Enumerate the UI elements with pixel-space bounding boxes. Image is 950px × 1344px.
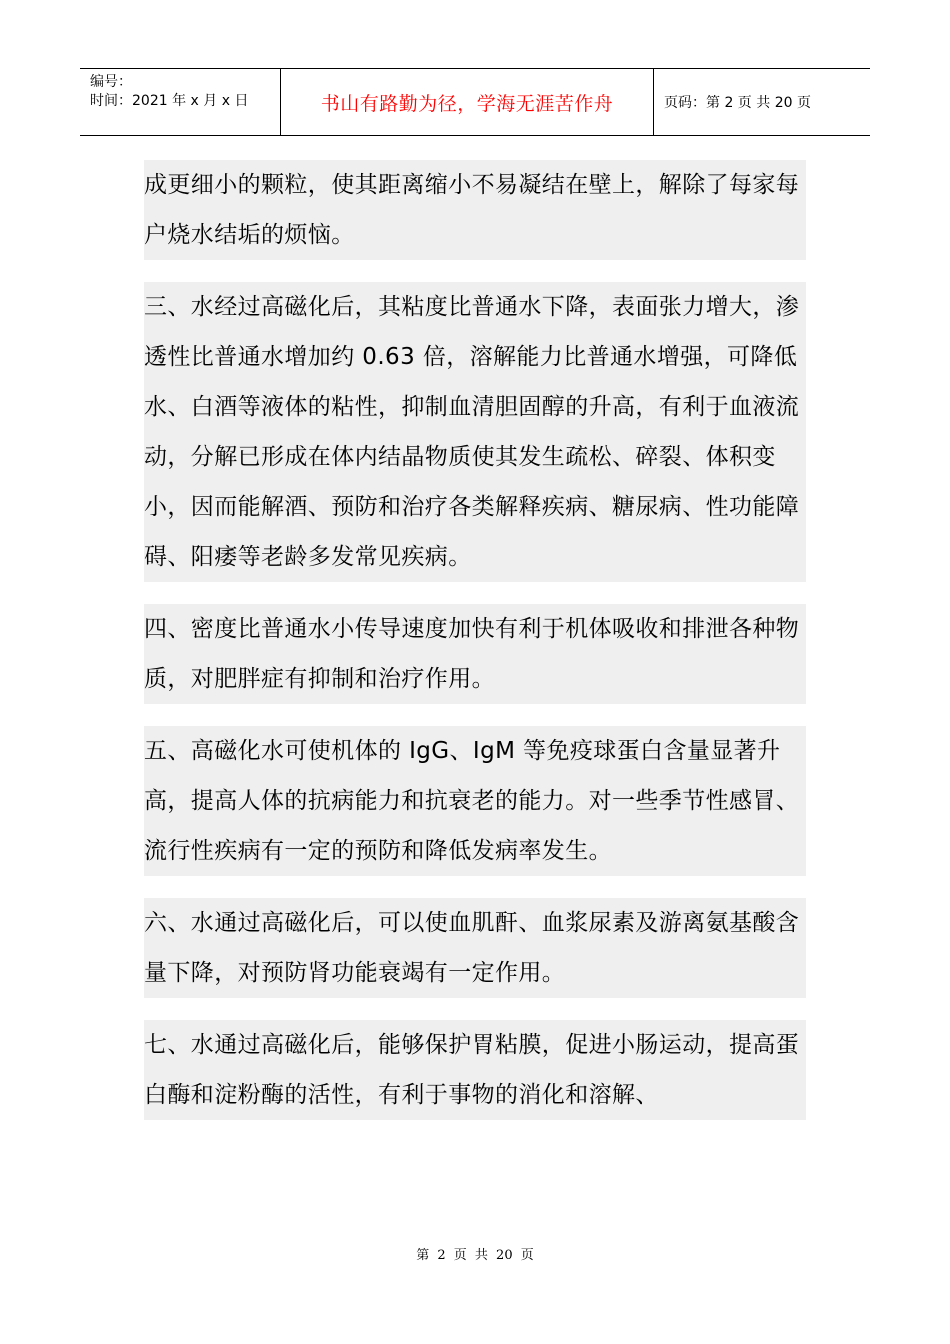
- paragraph-gap: [144, 260, 806, 282]
- header-page-info: 页码：第 2 页 共 20 页: [664, 95, 811, 111]
- header-meta-cell: [80, 69, 281, 135]
- document-date-label: 时间：2021 年 x 月 x 日: [90, 93, 249, 109]
- paragraph-item-6: 六、水通过高磁化后，可以使血肌酐、血浆尿素及游离氨基酸含量下降，对预防肾功能衰竭有一定作用。: [144, 898, 806, 998]
- paragraph-gap: [144, 998, 806, 1020]
- paragraph-item-4: 四、密度比普通水小传导速度加快有利于机体吸收和排泄各种物质，对肥胖症有抑制和治疗作用。: [144, 604, 806, 704]
- paragraph-gap: [144, 704, 806, 726]
- paragraph-gap: [144, 582, 806, 604]
- header-page-cell: [654, 69, 870, 135]
- document-body: [144, 160, 806, 1120]
- paragraph-continuation: 成更细小的颗粒，使其距离缩小不易凝结在壁上，解除了每家每户烧水结垢的烦恼。: [144, 160, 806, 260]
- paragraph-gap: [144, 876, 806, 898]
- page-footer: 第 2 页 共 20 页: [416, 1248, 534, 1263]
- paragraph-item-3: 三、水经过高磁化后，其粘度比普通水下降，表面张力增大，渗透性比普通水增加约 0.63 倍，溶解能力比普通水增强，可降低水、白酒等液体的粘性，抑制血清胆固醇的升高，有利于血液流动，分解已形成在体内结晶物质使其发生疏松、碎裂、体积变小，因而能解酒、预防和治疗各类解释疾病、糖尿病、性功能障碍、阳痿等老龄多发常见疾病。: [144, 282, 806, 582]
- header-motto-cell: [281, 69, 654, 135]
- paragraph-item-5: 五、高磁化水可使机体的 IgG、IgM 等免疫球蛋白含量显著升高，提高人体的抗病能力和抗衰老的能力。对一些季节性感冒、流行性疾病有一定的预防和降低发病率发生。: [144, 726, 806, 876]
- header-motto: 书山有路勤为径，学海无涯苦作舟: [320, 92, 614, 115]
- paragraph-item-7: 七、水通过高磁化后，能够保护胃粘膜，促进小肠运动，提高蛋白酶和淀粉酶的活性，有利于事物的消化和溶解、: [144, 1020, 806, 1120]
- header-table: [80, 68, 870, 136]
- document-number-label: 编号：: [90, 74, 132, 90]
